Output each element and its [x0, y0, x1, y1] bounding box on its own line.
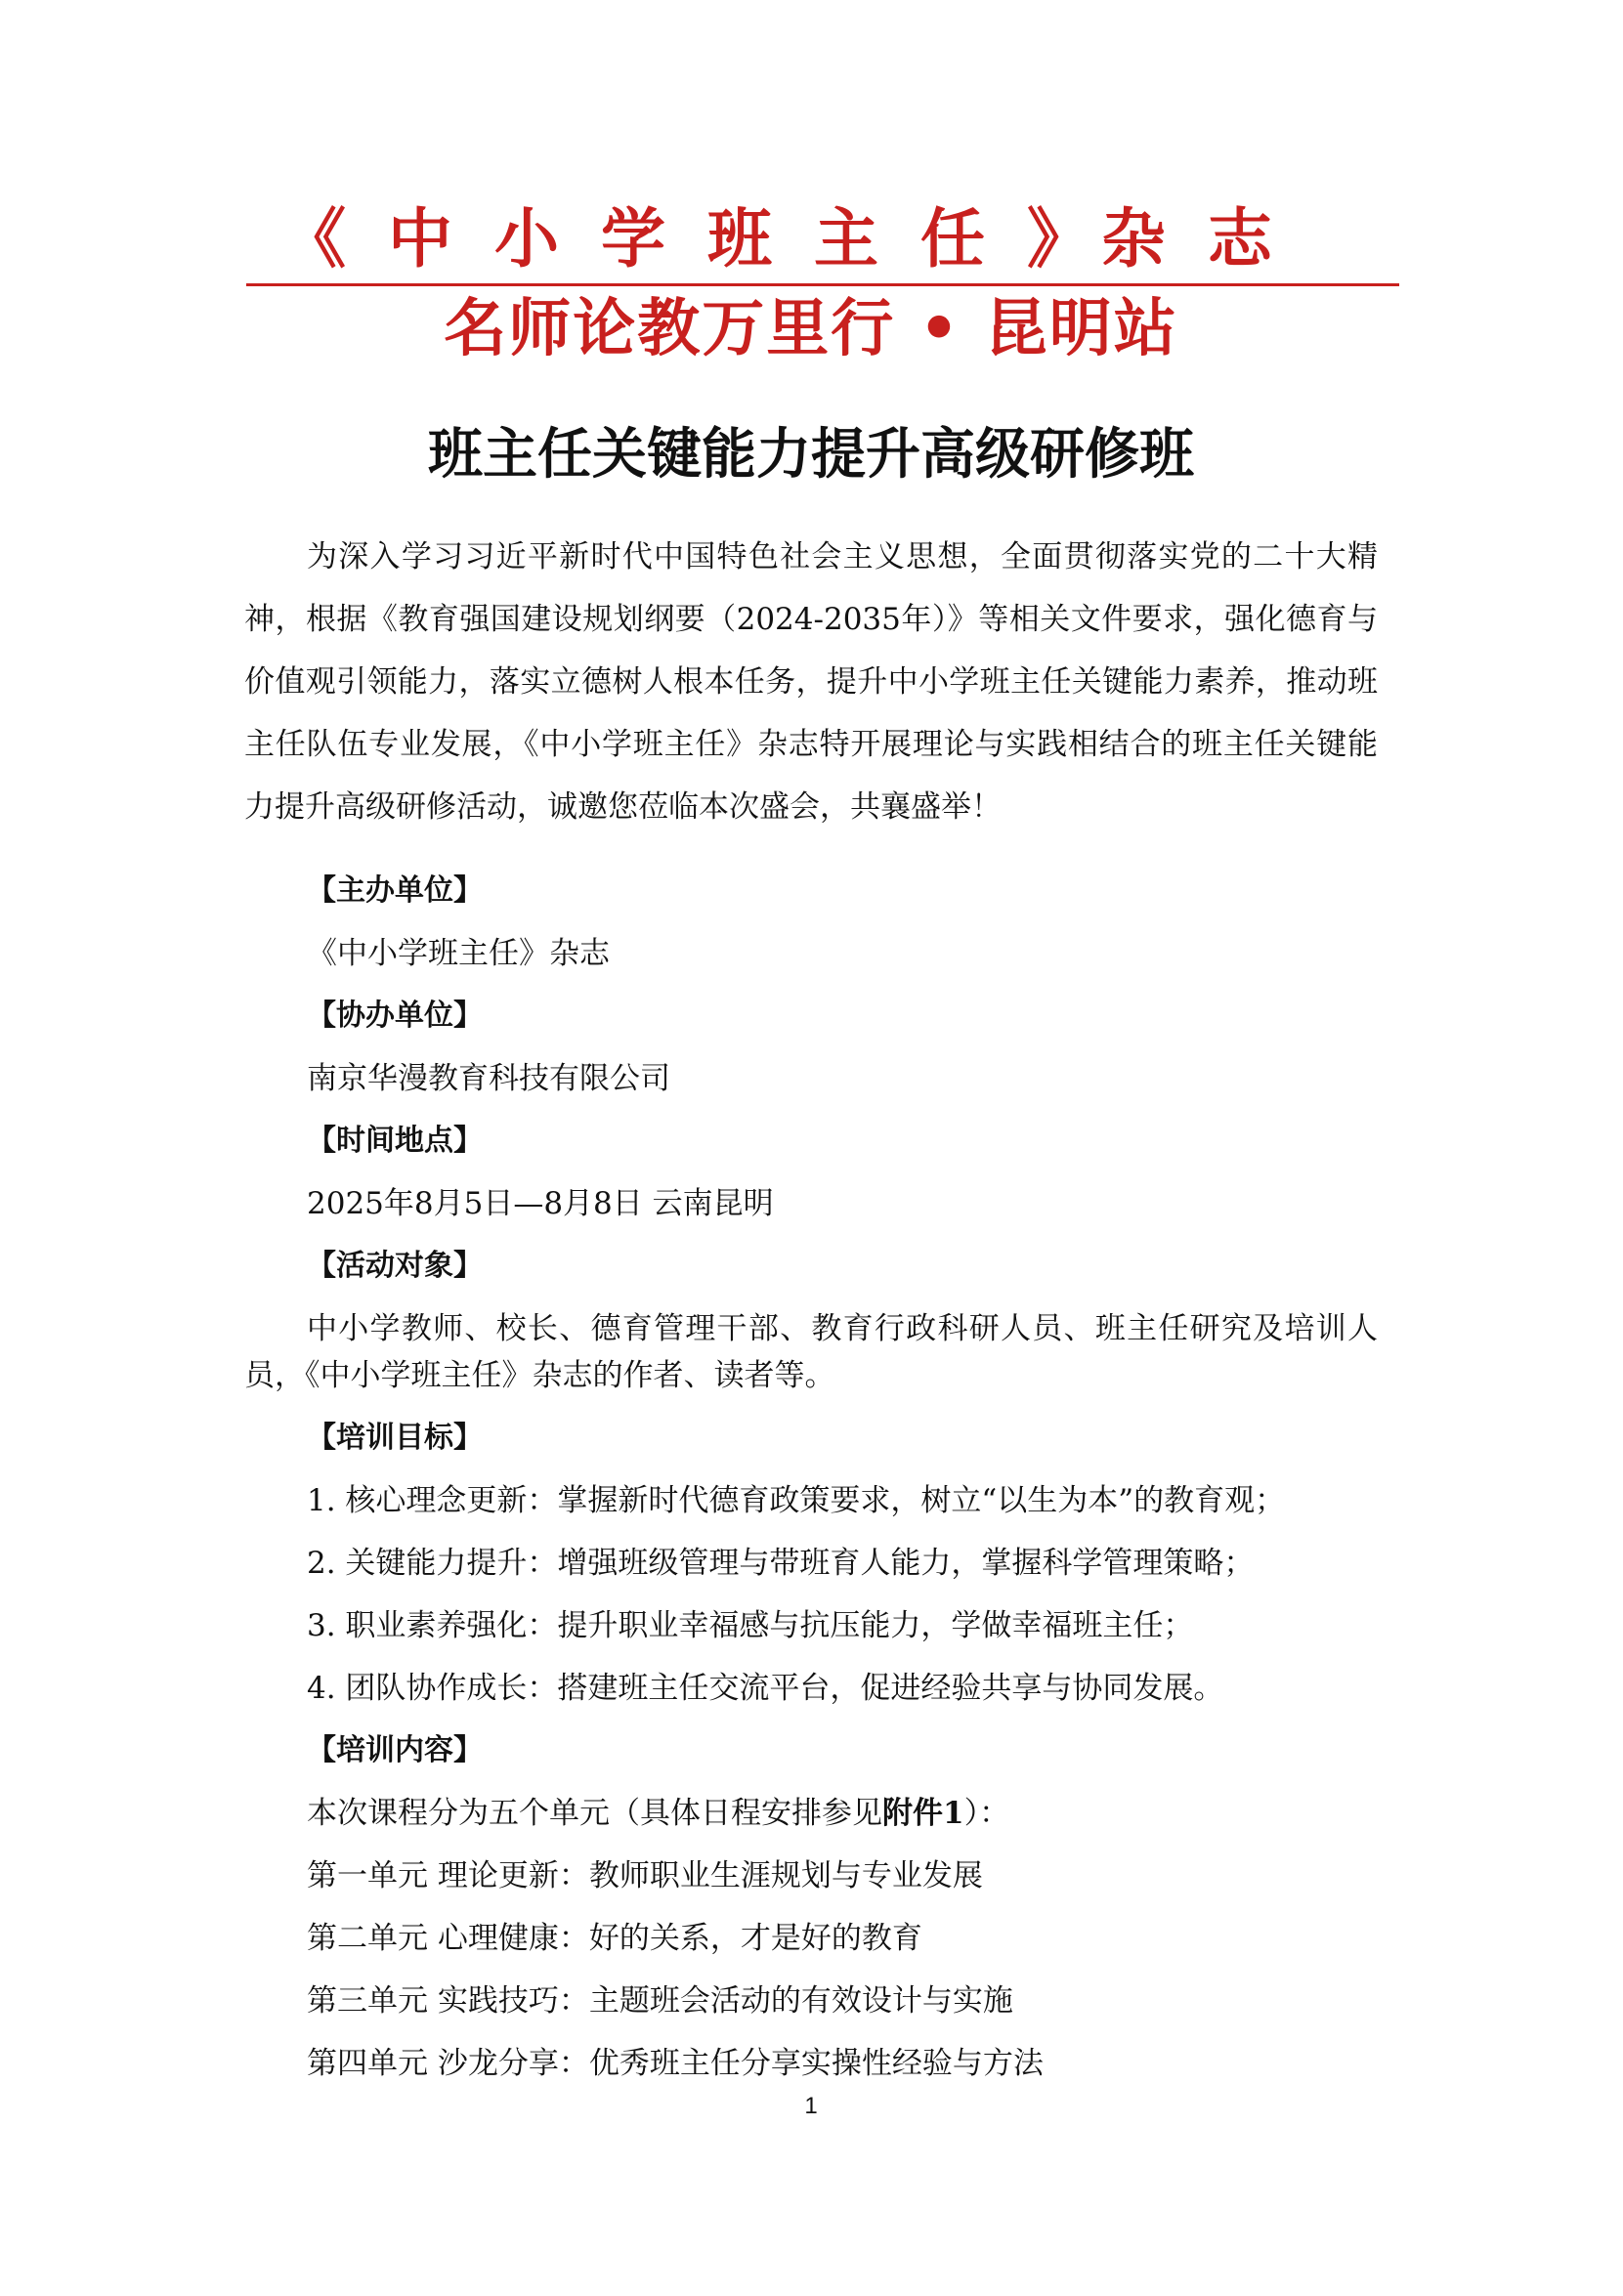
document-body	[244, 860, 1378, 2095]
content-intro	[244, 1782, 1378, 1845]
content-intro-prefix: 本次课程分为五个单元（具体日程安排参见	[307, 1796, 882, 1831]
section-heading-host: 【主办单位】	[307, 873, 483, 908]
section-heading-time: 【时间地点】	[307, 1124, 483, 1158]
page-number: 1	[804, 2093, 818, 2119]
masthead-subtitle: 名师论教万里行 • 昆明站	[444, 293, 1178, 365]
attachment-ref: 附件1	[882, 1796, 964, 1831]
time-text: 2025年8月5日—8月8日 云南昆明	[307, 1186, 774, 1221]
section-heading-audience: 【活动对象】	[307, 1249, 483, 1283]
co-text: 南京华漫教育科技有限公司	[307, 1061, 670, 1096]
goal-item: 4. 团队协作成长：搭建班主任交流平台，促进经验共享与协同发展。	[307, 1671, 1224, 1706]
intro-paragraph: 为深入学习习近平新时代中国特色社会主义思想，全面贯彻落实党的二十大精神，根据《教育强国建设规划纲要（2024-2035年）》等相关文件要求，强化德育与价值观引领能力，落实立德树人根本任务，提升中小学班主任关键能力素养，推动班主任队伍专业发展，《中小学班主任》杂志特开展理论与实践相结合的班主任关键能力提升高级研修活动，诚邀您莅临本次盛会，共襄盛举！	[244, 539, 1378, 825]
section-heading-co: 【协办单位】	[307, 999, 483, 1033]
goal-item: 1. 核心理念更新：掌握新时代德育政策要求，树立“以生为本”的教育观；	[307, 1483, 1286, 1518]
page-title: 班主任关键能力提升高级研修班	[428, 423, 1194, 487]
content-intro-suffix: ）：	[963, 1796, 1010, 1831]
audience-text: 中小学教师、校长、德育管理干部、教育行政科研人员、班主任研究及培训人员，《中小学班主任》杂志的作者、读者等。	[244, 1311, 1378, 1393]
unit-item: 第一单元 理论更新：教师职业生涯规划与专业发展	[307, 1858, 983, 1893]
masthead-title: 《 中 小 学 班 主 任 》杂 志	[281, 201, 1282, 276]
section-heading-content: 【培训内容】	[307, 1733, 483, 1767]
masthead-divider	[246, 283, 1399, 286]
unit-item: 第二单元 心理健康：好的关系，才是好的教育	[307, 1921, 922, 1956]
goal-item: 2. 关键能力提升：增强班级管理与带班育人能力，掌握科学管理策略；	[307, 1546, 1255, 1581]
unit-item: 第四单元 沙龙分享：优秀班主任分享实操性经验与方法	[307, 2046, 1044, 2081]
goal-item: 3. 职业素养强化：提升职业幸福感与抗压能力，学做幸福班主任；	[307, 1608, 1194, 1643]
unit-item: 第三单元 实践技巧：主题班会活动的有效设计与实施	[307, 1983, 1013, 2019]
section-heading-goals: 【培训目标】	[307, 1421, 483, 1455]
host-text: 《中小学班主任》杂志	[307, 936, 610, 971]
